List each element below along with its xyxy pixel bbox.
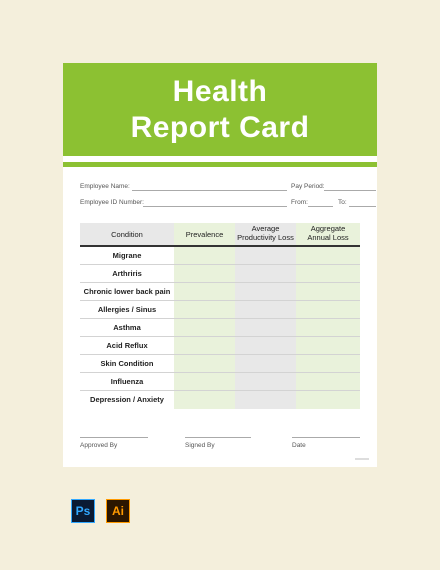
header-average-productivity-loss bbox=[235, 223, 296, 245]
health-report-card-document bbox=[63, 63, 377, 467]
photoshop-icon[interactable]: Ps bbox=[71, 499, 95, 523]
aggregate-loss-cell[interactable] bbox=[296, 247, 360, 265]
footer-mark bbox=[355, 458, 369, 460]
from-line[interactable] bbox=[308, 206, 333, 207]
date-label: Date bbox=[292, 442, 306, 449]
employee-id-label: Employee ID Number: bbox=[80, 199, 144, 206]
table-row bbox=[80, 391, 360, 409]
table-row bbox=[80, 283, 360, 301]
aggregate-loss-cell[interactable] bbox=[296, 319, 360, 337]
average-loss-cell[interactable] bbox=[235, 247, 296, 265]
header-aggregate-line2: Annual Loss bbox=[307, 233, 349, 242]
to-line[interactable] bbox=[349, 206, 376, 207]
aggregate-loss-cell[interactable] bbox=[296, 355, 360, 373]
prevalence-cell[interactable] bbox=[174, 373, 235, 391]
to-label: To: bbox=[338, 199, 347, 206]
table-row bbox=[80, 355, 360, 373]
average-loss-cell[interactable] bbox=[235, 355, 296, 373]
table-row bbox=[80, 301, 360, 319]
header-aggregate-annual-loss bbox=[296, 223, 360, 245]
signed-by-label: Signed By bbox=[185, 442, 215, 449]
aggregate-loss-cell[interactable] bbox=[296, 337, 360, 355]
table-header bbox=[80, 223, 360, 245]
table-row bbox=[80, 247, 360, 265]
header-condition bbox=[80, 223, 174, 245]
average-loss-cell[interactable] bbox=[235, 301, 296, 319]
header-prevalence-label: Prevalence bbox=[185, 230, 224, 239]
table-row bbox=[80, 373, 360, 391]
prevalence-cell[interactable] bbox=[174, 247, 235, 265]
aggregate-loss-cell[interactable] bbox=[296, 391, 360, 409]
table-row bbox=[80, 319, 360, 337]
prevalence-cell[interactable] bbox=[174, 355, 235, 373]
average-loss-cell[interactable] bbox=[235, 283, 296, 301]
table-row bbox=[80, 265, 360, 283]
title-line-1: Health bbox=[172, 75, 268, 108]
condition-cell: Acid Reflux bbox=[106, 341, 148, 350]
prevalence-cell[interactable] bbox=[174, 301, 235, 319]
average-loss-cell[interactable] bbox=[235, 391, 296, 409]
header-prevalence bbox=[174, 223, 235, 245]
title-line-2: Report Card bbox=[130, 111, 310, 144]
header-average-line2: Productivity Loss bbox=[237, 233, 294, 242]
pay-period-label: Pay Period: bbox=[291, 183, 325, 190]
prevalence-cell[interactable] bbox=[174, 265, 235, 283]
approved-by-line[interactable] bbox=[80, 437, 148, 438]
condition-cell: Skin Condition bbox=[100, 359, 154, 368]
employee-name-label: Employee Name: bbox=[80, 183, 130, 190]
condition-cell: Allergies / Sinus bbox=[97, 305, 157, 314]
condition-cell: Migrane bbox=[112, 251, 142, 260]
aggregate-loss-cell[interactable] bbox=[296, 283, 360, 301]
condition-cell: Chronic lower back pain bbox=[83, 287, 171, 296]
prevalence-cell[interactable] bbox=[174, 319, 235, 337]
employee-id-line[interactable] bbox=[143, 206, 287, 207]
date-line[interactable] bbox=[292, 437, 360, 438]
header-average-line1: Average bbox=[251, 224, 280, 233]
prevalence-cell[interactable] bbox=[174, 391, 235, 409]
average-loss-cell[interactable] bbox=[235, 337, 296, 355]
condition-cell: Influenza bbox=[110, 377, 144, 386]
average-loss-cell[interactable] bbox=[235, 373, 296, 391]
condition-cell: Depression / Anxiety bbox=[90, 395, 164, 404]
header-condition-label: Condition bbox=[111, 230, 143, 239]
aggregate-loss-cell[interactable] bbox=[296, 301, 360, 319]
from-label: From: bbox=[291, 199, 308, 206]
average-loss-cell[interactable] bbox=[235, 265, 296, 283]
aggregate-loss-cell[interactable] bbox=[296, 373, 360, 391]
approved-by-label: Approved By bbox=[80, 442, 118, 449]
pay-period-line[interactable] bbox=[324, 190, 376, 191]
prevalence-cell[interactable] bbox=[174, 283, 235, 301]
condition-cell: Arthriris bbox=[112, 269, 142, 278]
signed-by-line[interactable] bbox=[185, 437, 251, 438]
table-row bbox=[80, 337, 360, 355]
illustrator-icon[interactable]: Ai bbox=[106, 499, 130, 523]
condition-cell: Asthma bbox=[113, 323, 141, 332]
header-aggregate-line1: Aggregate bbox=[310, 224, 346, 233]
average-loss-cell[interactable] bbox=[235, 319, 296, 337]
title-banner bbox=[63, 63, 377, 156]
prevalence-cell[interactable] bbox=[174, 337, 235, 355]
accent-divider bbox=[63, 162, 377, 167]
employee-name-line[interactable] bbox=[132, 190, 287, 191]
aggregate-loss-cell[interactable] bbox=[296, 265, 360, 283]
